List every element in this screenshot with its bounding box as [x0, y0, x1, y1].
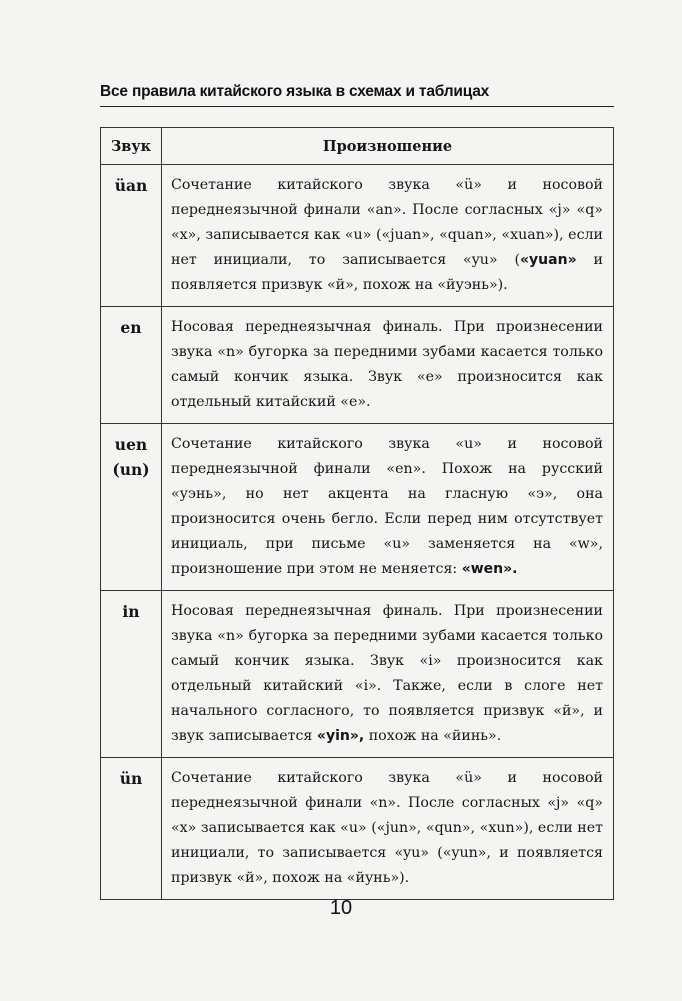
- table-row: [101, 591, 614, 758]
- pronunciation-text: Сочетание китайского звука «ü» и носовой переднеязычной финали «an». После согласных «j» «q» «x», записывается как «u» («juan», «quan», «xuan»), если нет инициали, то записывается «yu» (: [171, 177, 603, 268]
- sound-label-alt: (un): [112, 460, 150, 479]
- pronunciation-text: похож на «йинь».: [364, 728, 502, 744]
- column-header-sound: Звук: [101, 128, 162, 165]
- pronunciation-cell: [162, 165, 614, 307]
- table-row: [101, 424, 614, 591]
- sound-label: uen: [114, 435, 148, 454]
- page-number: 10: [329, 897, 353, 919]
- sound-cell: in: [101, 591, 162, 758]
- pinyin-bold: «yuan»: [520, 252, 577, 268]
- pronunciation-cell: Сочетание китайского звука «ü» и носовой переднеязычной финали «n». После согласных «j» «q» «x» записывается как «u» («jun», «qun», «xun»), если нет инициали, то записывается «yu» («yun», и появляется призвук «й», похож на «йунь»).: [162, 758, 614, 900]
- pronunciation-text: Носовая переднеязычная финаль. При произнесении звука «n» бугорка за передними зубами касается только самый кончик языка. Звук «i» произносится как отдельный китайский «i». Также, если в слоге нет начального согласного, то появляется призвук «й», и звук записывается: [171, 603, 603, 744]
- sound-cell: en: [101, 307, 162, 424]
- pronunciation-text: и появляется призвук «й», похож на «йуэнь»).: [171, 252, 603, 293]
- table-row: [101, 307, 614, 424]
- table-row: [101, 758, 614, 900]
- pinyin-bold: «yin»,: [316, 728, 365, 744]
- sound-cell: ün: [101, 758, 162, 900]
- table-header-row: [101, 128, 614, 165]
- pronunciation-text: Сочетание китайского звука «u» и носовой переднеязычной финали «en». Похож на русский «уэнь», но нет акцента на гласную «э», она произносится очень бегло. Если перед ним отсутствует инициаль, при письме «u» заменяется на «w», произношение при этом не меняется:: [171, 436, 603, 577]
- pronunciation-cell: [162, 424, 614, 591]
- pronunciation-table: [100, 127, 614, 900]
- sound-cell: üan: [101, 165, 162, 307]
- pronunciation-cell: [162, 591, 614, 758]
- header-rule: [100, 106, 614, 107]
- pronunciation-cell: Носовая переднеязычная финаль. При произнесении звука «n» бугорка за передними зубами касается только самый кончик языка. Звук «e» произносится как отдельный китайский «e».: [162, 307, 614, 424]
- sound-cell: [101, 424, 162, 591]
- running-header: Все правила китайского языка в схемах и таблицах: [100, 83, 490, 100]
- pinyin-bold: «wen».: [461, 561, 518, 577]
- column-header-pronunciation: Произношение: [162, 128, 614, 165]
- table-row: [101, 165, 614, 307]
